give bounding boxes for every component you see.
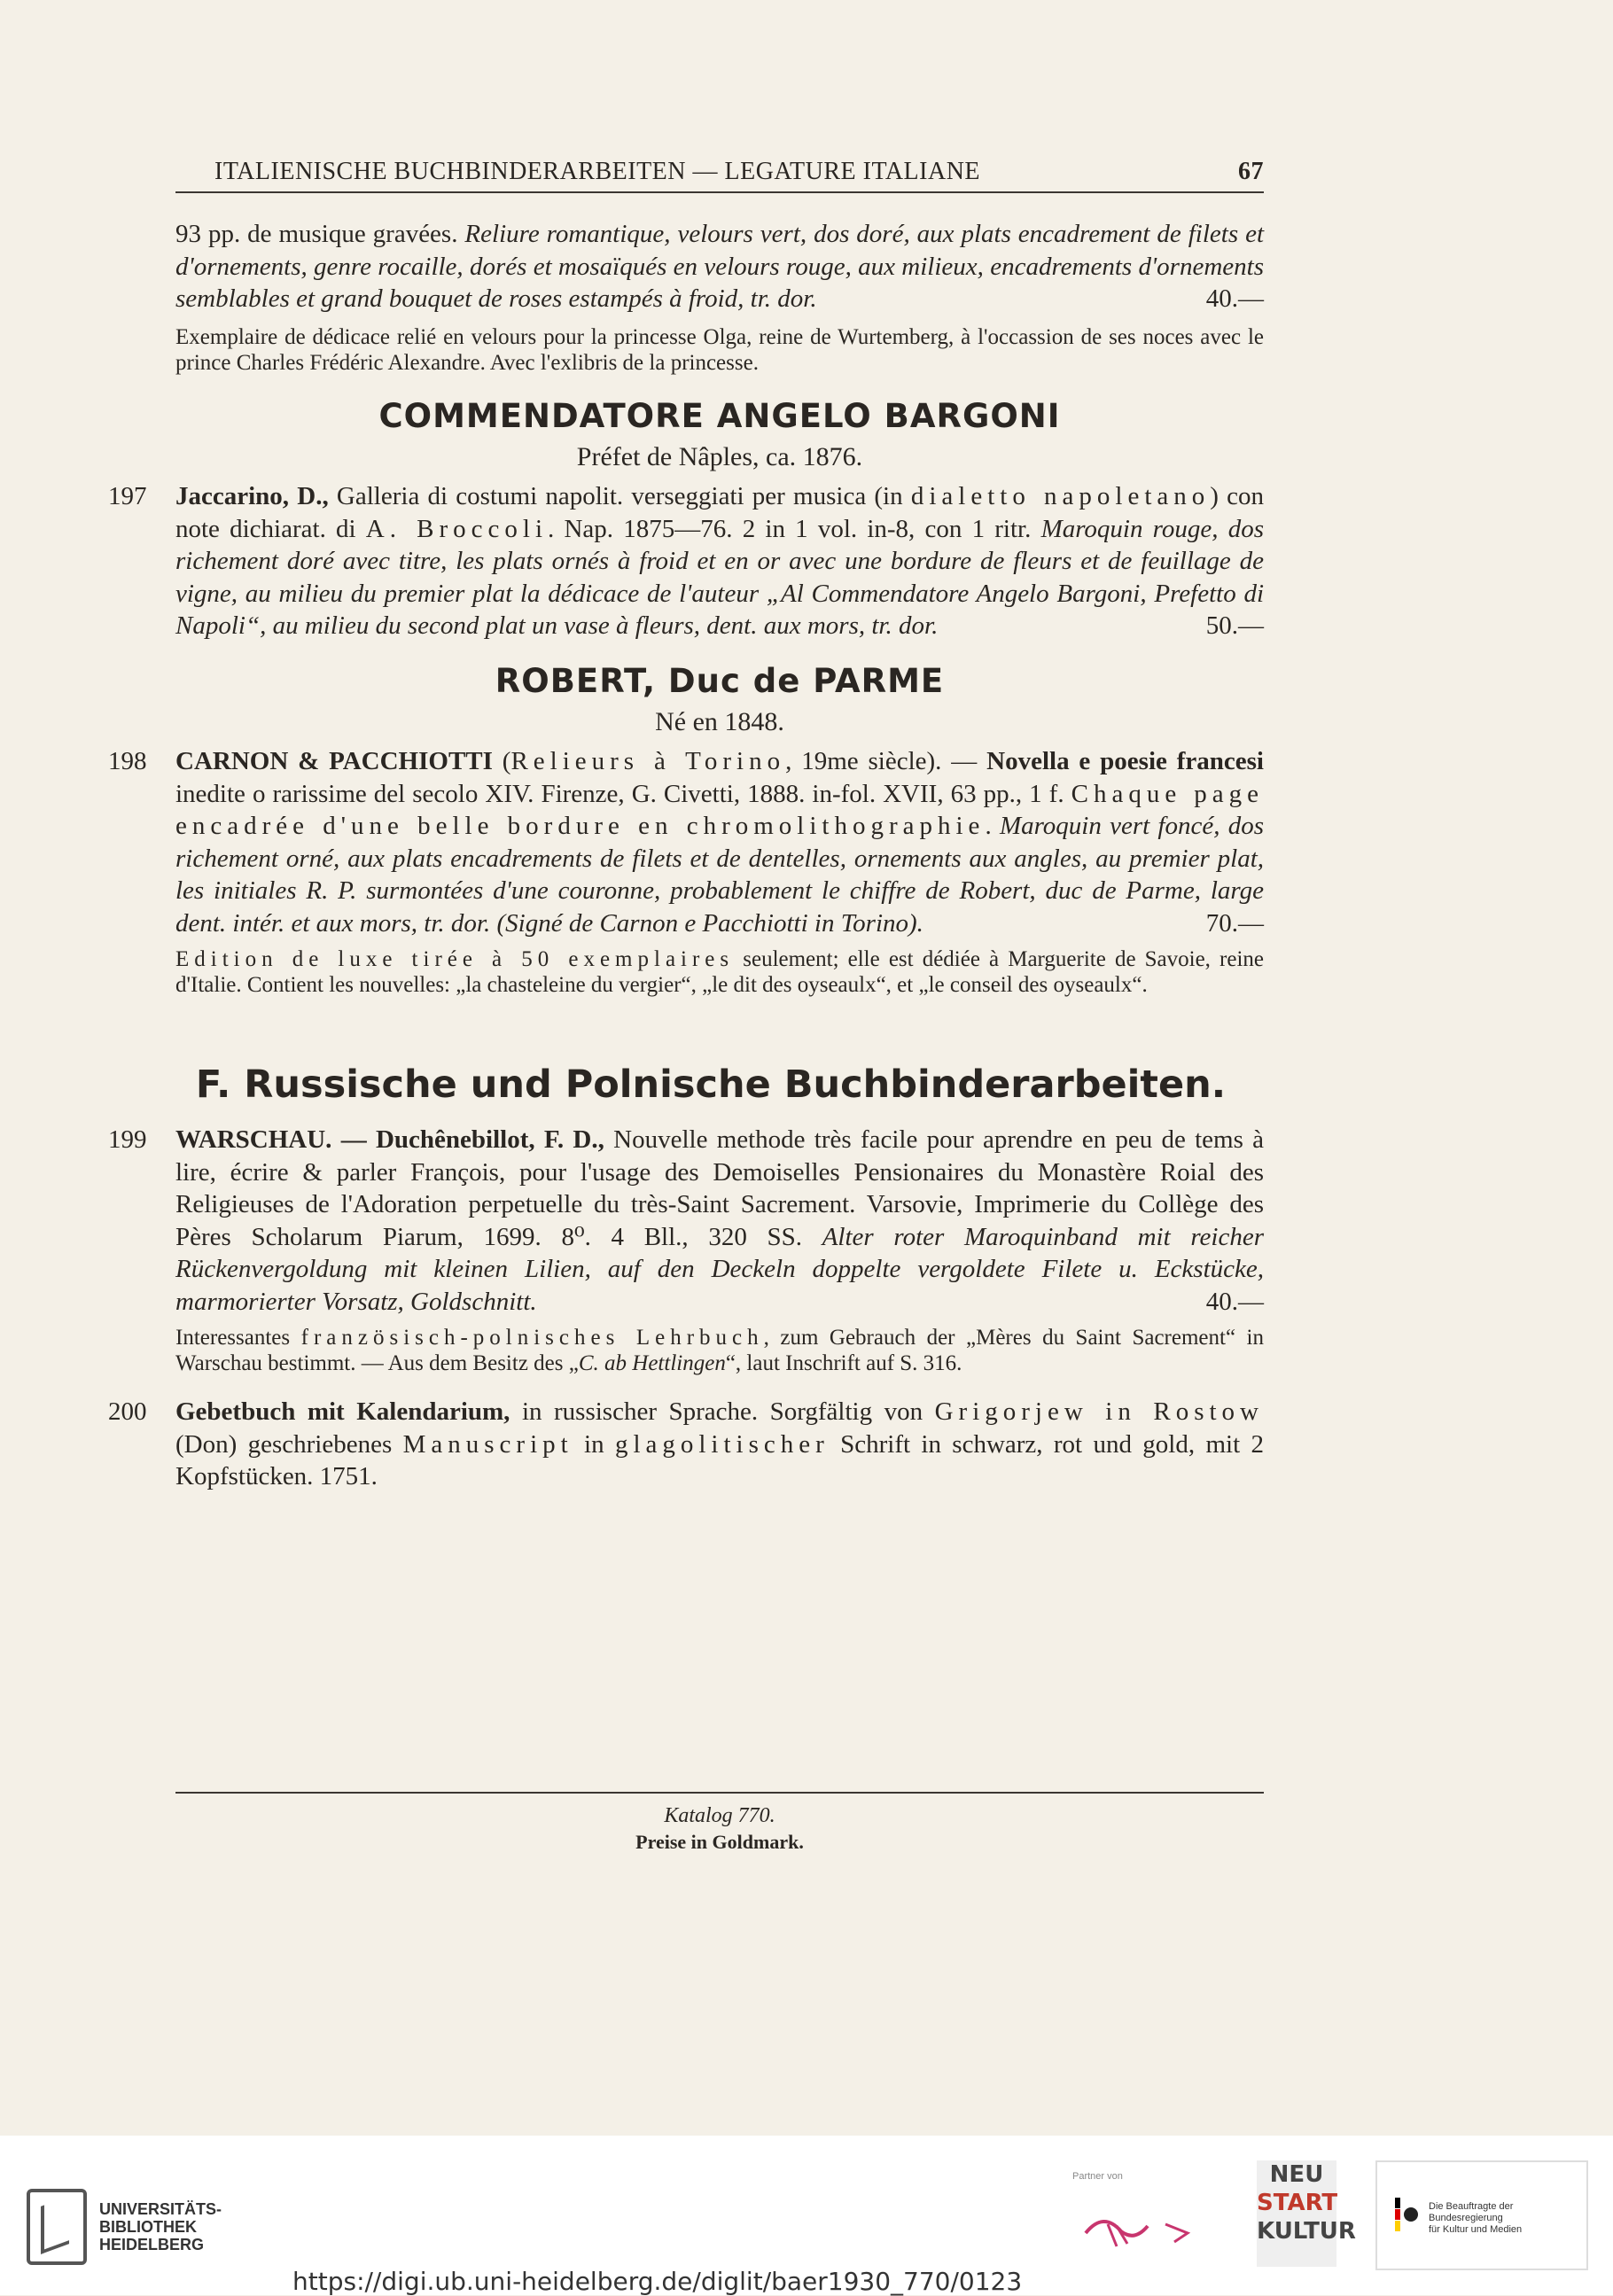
entry-text: , 19me siècle). — [785,747,987,775]
binding-description: Alter roter Maroquinband mit reicher Rückenvergoldung mit kleinen Lilien, auf den Deckeln doppelte vergoldete Filete u. Eckstücke, marmorierter Vorsatz, Goldschnitt. [175,1222,1264,1316]
price: 40.— [1205,284,1264,313]
note-text: seulement; elle est dédiée à Marguerite de Savoie, reine d'Italie. Contient les nouvelles: „la chasteleine du vergier“, „le dit des oyseaulx“, et „le conseil des oyseaulx“. [175,947,1264,997]
book-title: Novella e poesie francesi [986,747,1264,775]
spaced-text: dialetto napoletano [910,482,1211,510]
spaced-text: glagolitischer [614,1429,830,1459]
bkm-line: Die Beauftragte der Bundesregierung [1429,2201,1514,2223]
bkm-line: für Kultur und Medien [1429,2224,1523,2235]
entry-196-continued [175,218,1264,376]
note-text: , zum Gebrauch der „Mères du Saint Sacrement“ in Warschau bestimmt. — Aus dem Besitz des „ [175,1326,1264,1375]
entry-note [175,1325,1264,1376]
neu-line: START [1257,2190,1338,2216]
note-text: “, laut Inschrift auf S. 316. [725,1351,962,1375]
spaced-text: Relieurs à Torino [510,747,786,775]
entry-198 [108,745,1264,998]
entry-note [175,946,1264,998]
note-italic: C. ab Hettlingen [578,1351,726,1375]
price: 40.— [1205,1287,1264,1316]
entry-text: . Nap. 1875—76. 2 in 1 vol. in-8, con 1 ritr. [548,514,1041,543]
entry-number: 198 [108,747,147,775]
binding-description: Maroquin vert foncé, dos richement orné, aux plats encadrements de filets et de dentelles, ornements aux angles, au premier plat, les initiales R. P. surmontées d'une couronne, probablement le chiffre de Robert, duc de Parme, large dent. intér. et aux mors, tr. dor. (Signé de Carnon e Pacchiotti in Torino). [175,812,1264,938]
entry-number: 197 [108,482,147,510]
spaced-text: Grigorjew in Rostow [934,1397,1264,1426]
entry-text: Galleria di costumi napolit. verseggiati per musica (in [328,482,911,510]
spaced-text: A. Broccoli [365,514,549,543]
ddb-logo-icon [1081,2206,1214,2251]
spaced-text: französisch-polnisches Lehrbuch [300,1326,764,1350]
neu-line: NEU [1269,2161,1324,2188]
entry-text: Nouvelle methode très facile pour aprendre en peu de tems à lire, écrire & parler François, pour l'usage des Demoiselles Pensionaires du Monastère Roial des Religieuses de l'Adoration perpetuelle du très-Saint Sacrement. Varsovie, Imprimerie du Collège des Pères Scholarum Piarum, 1699. 8⁰. 4 Bll., 320 SS. [175,1125,1264,1251]
entry-text: (Don) geschriebenes [175,1429,403,1459]
running-title: ITALIENISCHE BUCHBINDERARBEITEN — LEGATURE ITALIANE [214,158,981,185]
neu-line: KULTUR [1257,2218,1356,2245]
partner-label: Partner von [1072,2171,1123,2182]
entry-text: Schrift in schwarz, rot und gold, mit 2 Kopfstücken. 1751. [175,1429,1264,1490]
page-number: 67 [1238,158,1264,185]
section-heading: COMMENDATORE ANGELO BARGONI [378,396,1061,435]
spaced-text: Manuscript [402,1429,573,1459]
price: 70.— [1205,908,1264,938]
footer-rule [175,1792,1264,1794]
entry-text: . [985,812,1000,840]
entry-text: ) con note dichiarat. di [175,482,1265,543]
catalog-number: Katalog 770. [664,1804,775,1827]
spaced-text: Edition de luxe tirée à 50 exemplaires [175,947,735,971]
viewer-footer-bar [0,2136,1613,2295]
major-section-heading: F. Russische und Polnische Buchbinderarbeiten. [195,1062,1227,1107]
entry-text: ( [492,747,511,775]
library-name-line: BIBLIOTHEK [99,2218,197,2236]
entry-number: 200 [108,1397,147,1426]
book-title: Gebetbuch mit Kalendarium, [175,1397,510,1426]
page-content [108,218,1265,1493]
entry-text: 93 pp. de musique gravées. [175,220,465,248]
binding-description: Reliure romantique, velours vert, dos doré, aux plats encadrement de filets et d'ornements, genre rocaille, dorés et mosaïqués en velours rouge, aux milieux, encadrements d'ornements semblables et grand bouquet de roses estampés à froid, tr. dor. [175,220,1265,313]
price: 50.— [1205,611,1264,640]
section-subtitle: Préfet de Nâples, ca. 1876. [576,441,863,471]
neustart-kultur-logo[interactable] [1257,2160,1356,2267]
entry-number: 199 [108,1125,147,1154]
spaced-text: Chaque page encadrée d'une belle bordure en chromolithographie [175,779,1264,840]
entry-200 [108,1396,1264,1493]
header-rule [175,191,1264,193]
section-heading: ROBERT, Duc de PARME [495,661,945,700]
university-library-logo[interactable] [27,2189,222,2265]
bkm-logo[interactable] [1375,2160,1588,2270]
price-note: Preise in Goldmark. [635,1831,804,1853]
permalink-url[interactable]: https://digi.ub.uni-heidelberg.de/diglit/baer1930_770/0123 [292,2267,1023,2296]
entry-author: Jaccarino, D., [175,482,329,510]
entry-197 [108,480,1265,642]
entry-author: WARSCHAU. — Duchênebillot, F. D., [175,1125,604,1154]
entry-199 [108,1124,1264,1376]
library-name-line: HEIDELBERG [99,2236,205,2253]
section-subtitle: Né en 1848. [655,706,784,736]
entry-note: Exemplaire de dédicace relié en velours pour la princesse Olga, reine de Wurtemberg, à l'occassion de ses noces avec le prince Charles Frédéric Alexandre. Avec l'exlibris de la princesse. [175,324,1264,375]
library-name-line: UNIVERSITÄTS- [99,2200,222,2218]
partner-logo[interactable] [1072,2171,1232,2269]
entry-binders: CARNON & PACCHIOTTI [175,747,493,775]
german-flag-icon [1395,2198,1420,2231]
entry-text: in [573,1429,615,1459]
library-logo-icon [27,2189,87,2265]
entry-text: in russischer Sprache. Sorgfältig von [510,1397,935,1426]
binding-description: Maroquin rouge, dos richement doré avec titre, les plats ornés à froid et en or avec une bordure de fleurs et de feuillage de vigne, au milieu du premier plat la dédicace de l'auteur „Al Commendatore Angelo Bargoni, Prefetto di Napoli“, au milieu du second plat un vase à fleurs, dent. aux mors, tr. dor. [175,514,1264,640]
entry-text: inedite o rarissime del secolo XIV. Firenze, G. Civetti, 1888. in-fol. XVII, 63 pp., 1 f. [175,779,1071,808]
note-text: Interessantes [175,1326,301,1350]
